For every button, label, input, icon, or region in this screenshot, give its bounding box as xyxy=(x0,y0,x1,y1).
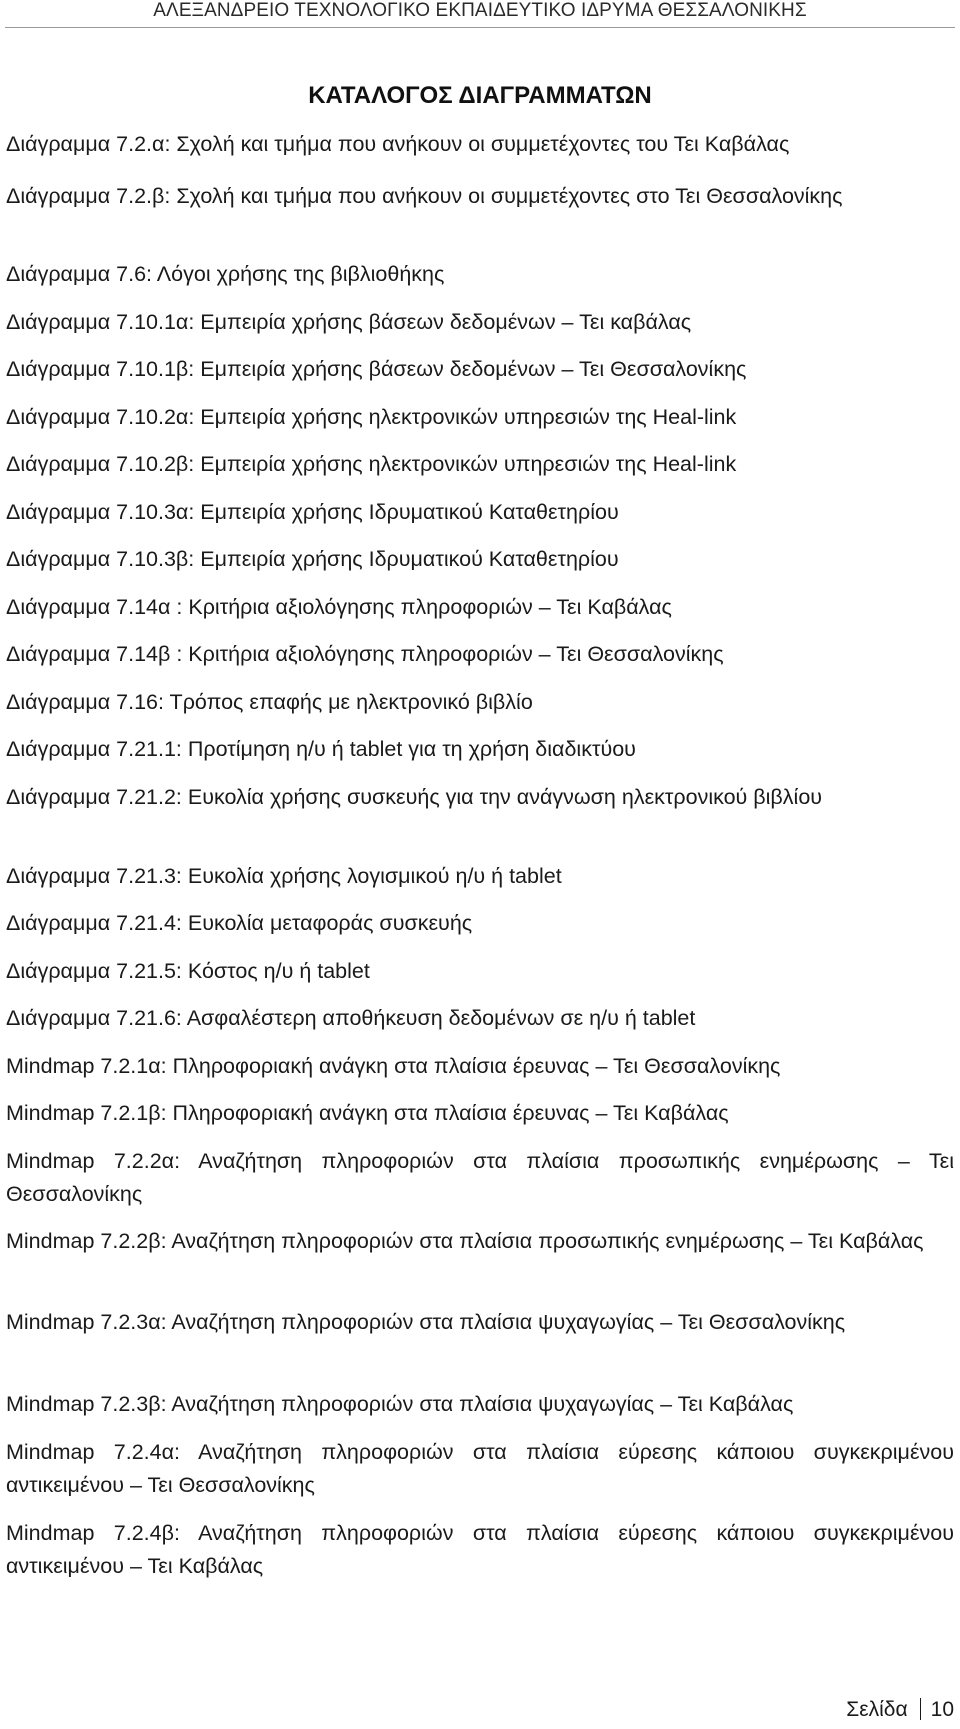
toc-entry: Διάγραμμα 7.2.α: Σχολή και τμήμα που ανήκουν οι συμμετέχοντες του Τει Καβάλας xyxy=(6,132,790,156)
toc-entry: Mindmap 7.2.2α: Αναζήτηση πληροφοριών στα πλαίσια προσωπικής ενημέρωσης – Τει Θεσσαλονίκης xyxy=(6,1149,954,1206)
page-header: ΑΛΕΞΑΝΔΡΕΙΟ ΤΕΧΝΟΛΟΓΙΚΟ ΕΚΠΑΙΔΕΥΤΙΚΟ ΙΔΡΥΜΑ ΘΕΣΣΑΛΟΝΙΚΗΣ xyxy=(153,0,807,21)
footer-separator xyxy=(920,1698,921,1720)
page-label: Σελίδα xyxy=(846,1698,908,1721)
toc-entry: Διάγραμμα 7.10.3β: Εμπειρία χρήσης Ιδρυματικού Καταθετηρίου xyxy=(6,547,619,571)
toc-entry: Mindmap 7.2.2β: Αναζήτηση πληροφοριών στα πλαίσια προσωπικής ενημέρωσης – Τει Καβάλας xyxy=(6,1229,924,1253)
toc-entry: Διάγραμμα 7.14α : Κριτήρια αξιολόγησης πληροφοριών – Τει Καβάλας xyxy=(6,595,672,619)
toc-entry: Διάγραμμα 7.10.2α: Εμπειρία χρήσης ηλεκτρονικών υπηρεσιών της Heal-link xyxy=(6,405,737,429)
page-number: 10 xyxy=(930,1698,954,1721)
toc-entry: Mindmap 7.2.1α: Πληροφοριακή ανάγκη στα πλαίσια έρευνας – Τει Θεσσαλονίκης xyxy=(6,1054,781,1078)
toc-title: ΚΑΤΑΛΟΓΟΣ ΔΙΑΓΡΑΜΜΑΤΩΝ xyxy=(308,82,652,109)
page-footer xyxy=(846,1696,954,1724)
toc-entry: Διάγραμμα 7.21.4: Ευκολία μεταφοράς συσκευής xyxy=(6,911,473,935)
toc-entry: Διάγραμμα 7.21.1: Προτίμηση η/υ ή tablet για τη χρήση διαδικτύου xyxy=(6,737,636,761)
toc-entry: Διάγραμμα 7.21.2: Ευκολία χρήσης συσκευής για την ανάγνωση ηλεκτρονικού βιβλίου xyxy=(6,785,823,809)
toc-entry: Mindmap 7.2.3α: Αναζήτηση πληροφοριών στα πλαίσια ψυχαγωγίας – Τει Θεσσαλονίκης xyxy=(6,1310,846,1334)
toc-entry: Διάγραμμα 7.21.3: Ευκολία χρήσης λογισμικού η/υ ή tablet xyxy=(6,864,562,888)
toc-entry: Διάγραμμα 7.21.5: Κόστος η/υ ή tablet xyxy=(6,959,370,983)
toc-entry: Διάγραμμα 7.10.3α: Εμπειρία χρήσης Ιδρυματικού Καταθετηρίου xyxy=(6,500,619,524)
toc-entry: Mindmap 7.2.4α: Αναζήτηση πληροφοριών στα πλαίσια εύρεσης κάποιου συγκεκριμένου αντικειμένου – Τει Θεσσαλονίκης xyxy=(6,1440,954,1497)
toc-entry: Διάγραμμα 7.16: Τρόπος επαφής με ηλεκτρονικό βιβλίο xyxy=(6,690,533,714)
toc-entry: Διάγραμμα 7.10.2β: Εμπειρία χρήσης ηλεκτρονικών υπηρεσιών της Heal-link xyxy=(6,452,737,476)
toc-entry: Mindmap 7.2.1β: Πληροφοριακή ανάγκη στα πλαίσια έρευνας – Τει Καβάλας xyxy=(6,1101,729,1125)
toc-entry: Διάγραμμα 7.14β : Κριτήρια αξιολόγησης πληροφοριών – Τει Θεσσαλονίκης xyxy=(6,642,724,666)
toc-entry: Διάγραμμα 7.10.1α: Εμπειρία χρήσης βάσεων δεδομένων – Τει καβάλας xyxy=(6,310,692,334)
toc-entry: Mindmap 7.2.3β: Αναζήτηση πληροφοριών στα πλαίσια ψυχαγωγίας – Τει Καβάλας xyxy=(6,1392,794,1416)
toc-entry: Διάγραμμα 7.6: Λόγοι χρήσης της βιβλιοθήκης xyxy=(6,262,445,286)
toc-entry: Διάγραμμα 7.21.6: Ασφαλέστερη αποθήκευση δεδομένων σε η/υ ή tablet xyxy=(6,1006,696,1030)
header-divider xyxy=(5,27,955,28)
toc-entry: Mindmap 7.2.4β: Αναζήτηση πληροφοριών στα πλαίσια εύρεσης κάποιου συγκεκριμένου αντικειμένου – Τει Καβάλας xyxy=(6,1521,954,1578)
toc-entry: Διάγραμμα 7.2.β: Σχολή και τμήμα που ανήκουν οι συμμετέχοντες στο Τει Θεσσαλονίκης xyxy=(6,184,843,208)
toc-entry: Διάγραμμα 7.10.1β: Εμπειρία χρήσης βάσεων δεδομένων – Τει Θεσσαλονίκης xyxy=(6,357,747,381)
